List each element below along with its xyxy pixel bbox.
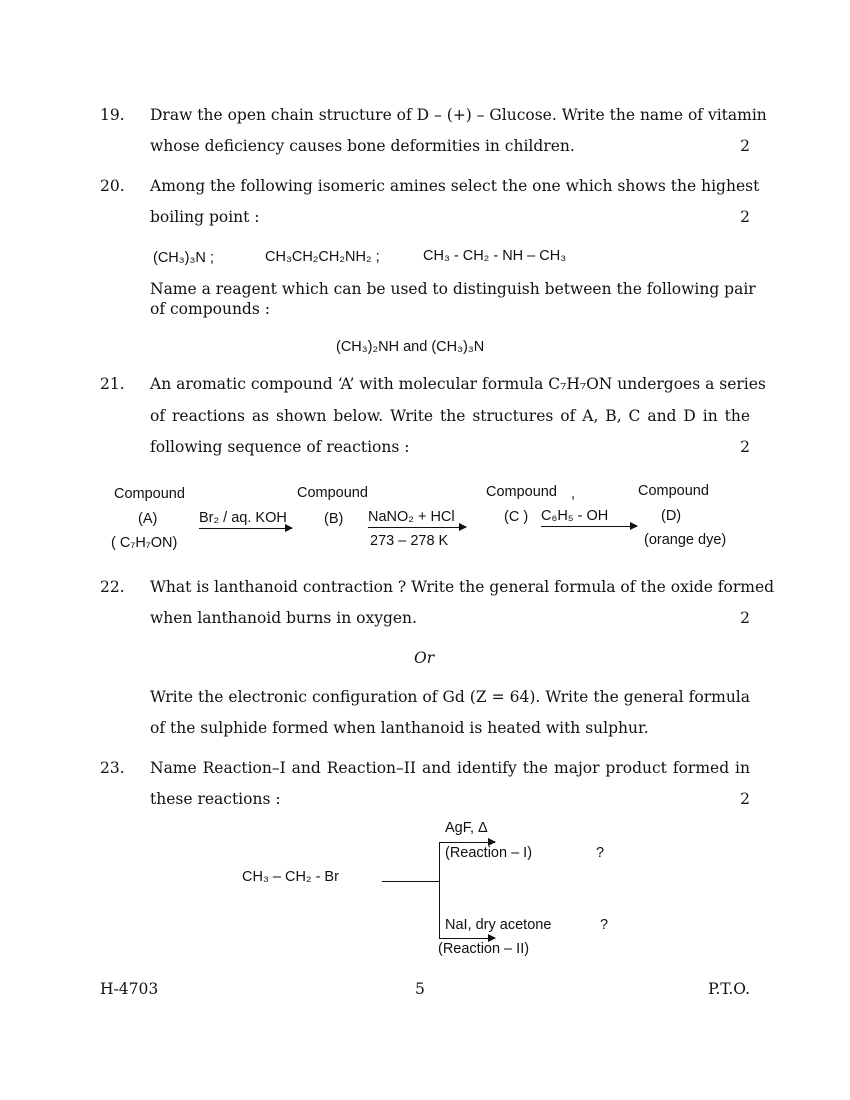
reaction-2-reagent: NaI, dry acetone [445,917,552,933]
marks: 2 [740,609,750,627]
question-text-line: these reactions : [150,790,281,808]
page-number: 5 [415,980,425,998]
question-text-line: What is lanthanoid contraction ? Write the general formula of the oxide formed [150,578,775,596]
question-text-line: of compounds : [150,300,270,318]
arrow-right-icon [541,526,637,527]
question-text-line: An aromatic compound ‘A’ with molecular formula C₇H₇ON undergoes a series [150,375,766,393]
please-turn-over: P.T.O. [708,980,750,998]
arrow-right-icon [368,527,466,528]
marks: 2 [740,790,750,808]
question-text-line: Write the electronic configuration of Gd (Z = 64). Write the general formula [150,688,750,706]
compound-a-title: Compound [114,486,185,502]
comma: , [571,486,576,502]
question-number: 23. [100,759,125,777]
or-separator: Or [414,649,435,667]
compound-b-title: Compound [297,485,368,501]
paper-code: H-4703 [100,980,159,998]
question-number: 19. [100,106,125,124]
question-text-line: of reactions as shown below. Write the structures of A, B, C and D in the [150,407,750,425]
amine-formula: CH₃ - CH₂ - NH – CH₃ [423,248,567,264]
reaction-2-product: ? [600,917,609,933]
arrow-right-icon [439,842,495,843]
compound-c-title: Compound [486,484,557,500]
marks: 2 [740,438,750,456]
connector-line [382,881,439,882]
question-text-line: Name a reagent which can be used to distinguish between the following pair [150,280,756,298]
question-text-line: Name Reaction–I and Reaction–II and identify the major product formed in [150,759,750,777]
reactant: CH₃ – CH₂ - Br [242,869,339,885]
question-text-line: following sequence of reactions : [150,438,410,456]
question-number: 20. [100,177,125,195]
compound-d-note: (orange dye) [644,532,727,548]
reaction-2-name: (Reaction – II) [438,941,530,957]
marks: 2 [740,137,750,155]
marks: 2 [740,208,750,226]
arrow-right-icon [439,938,495,939]
compound-d-label: (D) [661,508,682,524]
amine-formula: (CH₃)₃N ; [153,250,214,266]
compound-pair: (CH₃)₂NH and (CH₃)₃N [336,339,485,355]
compound-b-label: (B) [324,511,344,527]
compound-a-label: (A) [138,511,158,527]
question-text-line: boiling point : [150,208,260,226]
question-number: 21. [100,375,125,393]
question-text-line: whose deficiency causes bone deformities in children. [150,137,575,155]
reaction-1-reagent: AgF, Δ [445,820,488,836]
reagent-1: Br₂ / aq. KOH [199,510,287,526]
question-number: 22. [100,578,125,596]
question-text-line: of the sulphide formed when lanthanoid is heated with sulphur. [150,719,649,737]
reagent-2: NaNO₂ + HCl [368,509,455,525]
reaction-condition: 273 – 278 K [370,533,449,549]
amine-formula: CH₃CH₂CH₂NH₂ ; [265,249,380,265]
compound-c-label: (C ) [504,509,529,525]
reaction-1-name: (Reaction – I) [445,845,533,861]
reaction-1-product: ? [596,845,605,861]
compound-d-title: Compound [638,483,709,499]
compound-a-formula: ( C₇H₇ON) [111,535,178,551]
question-text-line: Among the following isomeric amines select the one which shows the highest [150,177,760,195]
branch-line [439,842,440,939]
reagent-3: C₆H₅ - OH [541,508,609,524]
question-text-line: when lanthanoid burns in oxygen. [150,609,417,627]
arrow-right-icon [199,528,292,529]
question-text-line: Draw the open chain structure of D – (+) – Glucose. Write the name of vitamin [150,106,767,124]
